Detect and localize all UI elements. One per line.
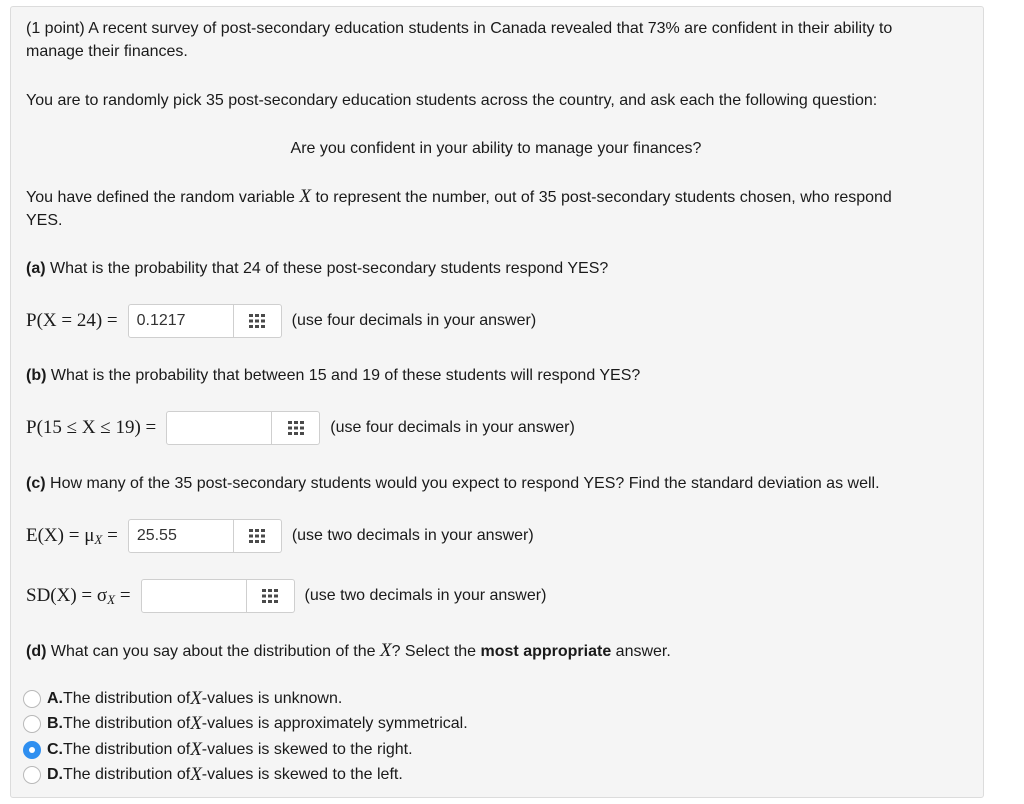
sd-answer-input[interactable] [141, 579, 247, 613]
mean-hint: (use two decimals in your answer) [291, 527, 534, 544]
option-c-text-after: -values is skewed to the right. [201, 741, 413, 758]
sd-lhs-sub: X [107, 591, 116, 607]
option-b-letter: B. [47, 715, 63, 732]
option-b[interactable] [26, 712, 468, 736]
option-c-radio[interactable] [23, 741, 41, 759]
part-a-answer-input[interactable]: 0.1217 [128, 304, 234, 338]
rv-text-after: to represent the number, out of 35 post-secondary students chosen, who respond [311, 189, 892, 206]
part-b-question [26, 364, 966, 387]
part-b-lhs: P(15 ≤ X ≤ 19) = [26, 417, 157, 438]
option-c-variable: X [190, 739, 202, 760]
part-a-lhs: P(X = 24) = [26, 310, 118, 331]
option-d-text-before: The distribution of [63, 766, 191, 783]
option-c[interactable] [26, 738, 413, 762]
part-c-text: How many of the 35 post-secondary students would you expect to respond YES? Find the standard deviation as well. [45, 475, 880, 492]
option-a-variable: X [190, 688, 202, 709]
option-d-variable: X [190, 764, 202, 785]
part-a-question [26, 257, 966, 280]
option-a-text-before: The distribution of [63, 690, 191, 707]
mean-lhs-main: E(X) = μ [26, 524, 95, 546]
option-a[interactable] [26, 687, 342, 711]
sd-lhs-main: SD(X) = σ [26, 584, 108, 606]
option-d[interactable] [26, 763, 403, 787]
rv-text-line2: YES. [26, 212, 63, 229]
part-b-palette-button[interactable] [272, 411, 320, 445]
part-b-tag: (b) [26, 367, 47, 384]
problem-panel [10, 6, 984, 798]
equation-palette-icon [288, 421, 304, 435]
part-d-question [26, 639, 966, 663]
part-b-hint: (use four decimals in your answer) [330, 419, 575, 436]
part-a-tag: (a) [26, 260, 46, 277]
random-variable-text [26, 185, 966, 232]
part-a-answer-row [26, 304, 536, 338]
part-d-tag: (d) [26, 643, 47, 660]
part-c-sd-row [26, 579, 546, 613]
option-d-letter: D. [47, 766, 63, 783]
intro-text [26, 17, 966, 63]
intro-line-2: manage their finances. [26, 43, 188, 60]
part-c-sd-lhs [26, 585, 131, 608]
sd-hint: (use two decimals in your answer) [304, 587, 547, 604]
part-d-bold: most appropriate [480, 643, 612, 660]
part-d-variable: X [379, 640, 392, 661]
part-d-text-mid: ? Select the [391, 643, 481, 660]
sd-palette-button[interactable] [247, 579, 295, 613]
option-a-radio[interactable] [23, 690, 41, 708]
part-b-answer-row [26, 411, 575, 445]
survey-question: Are you confident in your ability to manage your finances? [290, 140, 702, 157]
equation-palette-icon [249, 314, 265, 328]
sd-lhs-eq: = [115, 584, 131, 606]
part-c-tag: (c) [26, 475, 46, 492]
option-b-radio[interactable] [23, 715, 41, 733]
part-a-hint: (use four decimals in your answer) [291, 312, 537, 329]
mean-lhs-sub: X [94, 531, 103, 547]
part-c-question [26, 472, 966, 495]
part-d-text-before: What can you say about the distribution of the [46, 643, 380, 660]
option-d-radio[interactable] [23, 766, 41, 784]
option-a-text-after: -values is unknown. [201, 690, 343, 707]
mean-answer-input[interactable]: 25.55 [128, 519, 234, 553]
option-c-text-before: The distribution of [63, 741, 191, 758]
part-a-palette-button[interactable] [234, 304, 282, 338]
part-d-text-after: answer. [611, 643, 671, 660]
part-c-mean-row [26, 519, 534, 553]
rv-variable: X [299, 186, 311, 207]
option-b-text-before: The distribution of [63, 715, 191, 732]
rv-text-before: You have defined the random variable [26, 189, 300, 206]
equation-palette-icon [262, 589, 278, 603]
pick-text: You are to randomly pick 35 post-secondary education students across the country, and ask each the following question: [26, 92, 878, 109]
part-b-text: What is the probability that between 15 and 19 of these students will respond YES? [46, 367, 641, 384]
option-d-text-after: -values is skewed to the left. [201, 766, 403, 783]
option-c-letter: C. [47, 741, 63, 758]
mean-palette-button[interactable] [234, 519, 282, 553]
equation-palette-icon [249, 529, 265, 543]
option-a-letter: A. [47, 690, 63, 707]
part-b-answer-input[interactable] [166, 411, 272, 445]
option-b-text-after: -values is approximately symmetrical. [201, 715, 468, 732]
part-c-mean-lhs [26, 525, 118, 548]
intro-line-1: (1 point) A recent survey of post-secondary education students in Canada revealed that 73% are confident in their ability to [26, 20, 893, 37]
mean-lhs-eq: = [102, 524, 118, 546]
part-a-text: What is the probability that 24 of these post-secondary students respond YES? [45, 260, 609, 277]
option-b-variable: X [190, 713, 202, 734]
